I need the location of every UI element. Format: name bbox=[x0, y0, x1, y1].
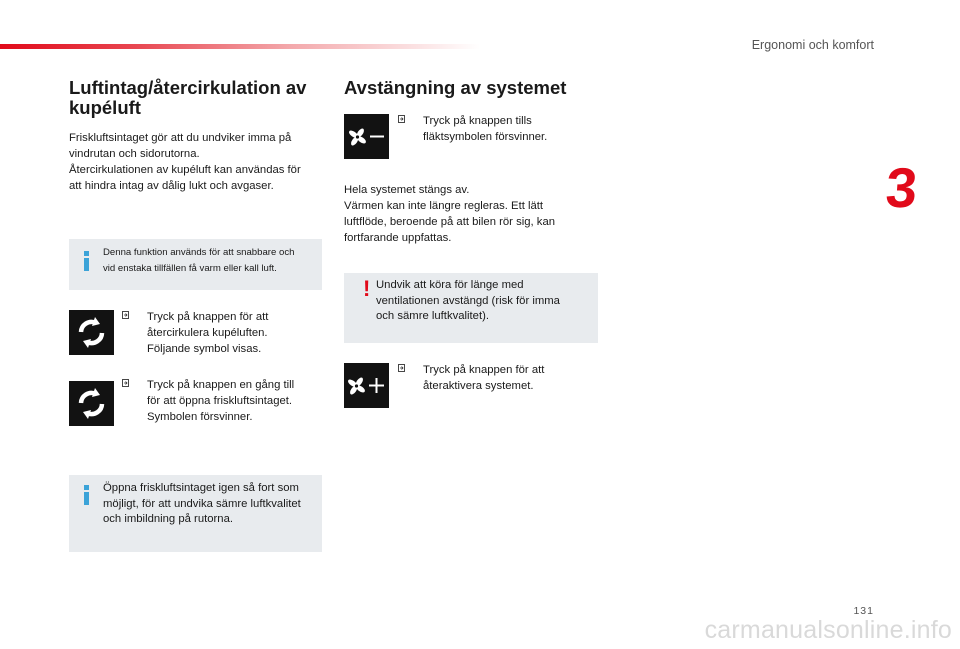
watermark: carmanualsonline.info bbox=[704, 616, 952, 644]
text-line: och imbildning på rutorna. bbox=[103, 513, 233, 525]
info-icon bbox=[83, 485, 89, 505]
step-text bbox=[147, 377, 294, 425]
right-step-2 bbox=[398, 362, 598, 396]
fan-plus-icon bbox=[344, 363, 389, 408]
recirculation-button-icon bbox=[69, 381, 114, 426]
right-section-title: Avstängning av systemet bbox=[344, 77, 567, 98]
recirculation-button-icon bbox=[69, 310, 114, 355]
text-line: luftflöde, beroende på att bilen rör sig, kan bbox=[344, 216, 556, 228]
text-line: för att öppna friskluftsintaget. bbox=[147, 395, 293, 407]
text-line: återaktivera systemet. bbox=[423, 380, 534, 392]
header-accent-bar bbox=[0, 44, 480, 49]
chapter-number: 3 bbox=[883, 156, 920, 219]
text-line: Undvik att köra för länge med bbox=[376, 279, 524, 291]
fan-plus-button-icon bbox=[344, 363, 389, 408]
left-step-1 bbox=[122, 309, 322, 359]
warning-box bbox=[344, 273, 598, 343]
left-section-title: Luftintag/återcirkulation av kupéluft bbox=[69, 77, 307, 118]
text-line: ventilationen avstängd (risk för imma bbox=[376, 294, 560, 307]
recirculation-icon bbox=[69, 310, 114, 355]
warning-icon: ! bbox=[363, 276, 371, 301]
text-line: återcirkulera kupéluften. bbox=[147, 327, 268, 339]
text-line: Värmen kan inte längre regleras. Ett lätt bbox=[344, 200, 544, 212]
text-line: Tryck på knappen en gång till bbox=[147, 379, 295, 391]
text-line: Denna funktion används för att snabbare och bbox=[103, 247, 295, 258]
text-line: fortfarande uppfattas. bbox=[344, 232, 452, 244]
fan-minus-icon bbox=[344, 114, 389, 159]
bullet-arrow-icon bbox=[398, 364, 407, 374]
bullet-arrow-icon bbox=[122, 311, 131, 321]
recirculation-icon bbox=[69, 381, 114, 426]
info-box-fast-air bbox=[69, 239, 322, 290]
text-line: Följande symbol visas. bbox=[147, 343, 262, 355]
step-text bbox=[147, 309, 268, 357]
text-line: och sämre luftkvalitet). bbox=[376, 310, 490, 322]
text-line: fläktsymbolen försvinner. bbox=[423, 131, 548, 143]
text-line: Öppna friskluftsintaget igen så fort som bbox=[103, 482, 299, 494]
step-text bbox=[423, 113, 547, 145]
info-box-reopen-intake bbox=[69, 475, 322, 552]
section-label: Ergonomi och komfort bbox=[751, 38, 874, 52]
text-line: Symbolen försvinner. bbox=[147, 411, 253, 423]
bullet-arrow-icon bbox=[398, 115, 407, 125]
step-text bbox=[423, 362, 544, 394]
info-box-text bbox=[103, 481, 319, 528]
right-step-1 bbox=[398, 113, 598, 147]
text-line: Friskluftsintaget gör att du undviker imma på bbox=[69, 132, 292, 144]
left-step-2 bbox=[122, 377, 322, 427]
text-line: Tryck på knappen för att bbox=[147, 311, 269, 323]
text-line: möjligt, för att undvika sämre luftkvalitet bbox=[103, 497, 301, 510]
fan-minus-button-icon bbox=[344, 114, 389, 159]
text-line: Hela systemet stängs av. bbox=[344, 184, 470, 196]
left-intro bbox=[69, 130, 329, 194]
warning-box-text bbox=[376, 278, 594, 325]
page-number: 131 bbox=[853, 605, 874, 617]
info-icon bbox=[83, 251, 89, 271]
text-line: Tryck på knappen tills bbox=[423, 115, 532, 127]
text-line: vindrutan och sidorutorna. bbox=[69, 148, 200, 160]
bullet-arrow-icon bbox=[122, 379, 131, 389]
text-line: Tryck på knappen för att bbox=[423, 364, 545, 376]
text-line: vid enstaka tillfällen få varm eller kall luft. bbox=[103, 263, 277, 274]
right-body bbox=[344, 182, 594, 246]
text-line: att hindra intag av dålig lukt och avgaser. bbox=[69, 180, 274, 192]
text-line: Återcirkulationen av kupéluft kan användas för bbox=[69, 164, 301, 176]
info-box-text bbox=[103, 245, 318, 277]
